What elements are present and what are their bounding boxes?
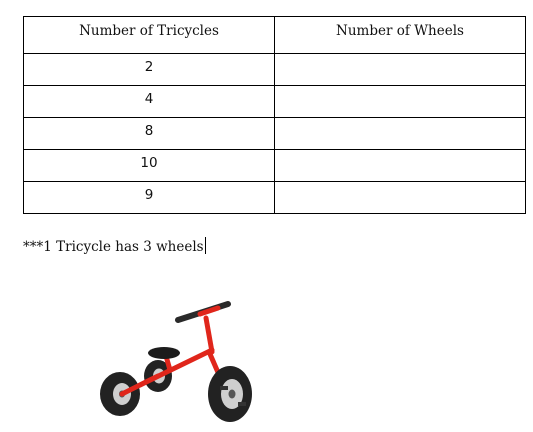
wheels-cell[interactable] <box>275 86 526 118</box>
steering-post <box>206 318 212 352</box>
tricycles-cell: 2 <box>24 54 275 86</box>
seat <box>148 347 180 359</box>
pedal <box>238 402 246 406</box>
tricycles-cell: 4 <box>24 86 275 118</box>
table-row <box>24 150 526 182</box>
table-row <box>24 86 526 118</box>
tricycles-cell: 10 <box>24 150 275 182</box>
tricycles-cell: 8 <box>24 118 275 150</box>
table-header-row <box>24 17 526 54</box>
handlebar-bar <box>200 308 218 314</box>
header-number-of-wheels: Number of Wheels <box>275 17 526 54</box>
hub <box>229 390 236 399</box>
tricycle-image <box>92 290 272 426</box>
pedal <box>220 386 228 390</box>
wheels-cell[interactable] <box>275 118 526 150</box>
tricycles-cell: 9 <box>24 182 275 214</box>
table-row <box>24 54 526 86</box>
tricycle-wheels-note[interactable] <box>23 237 206 255</box>
tricycle-wheel-table <box>23 16 526 214</box>
handlebar <box>178 304 228 320</box>
front-wheel <box>208 366 252 422</box>
text-cursor <box>205 237 206 254</box>
table-row <box>24 118 526 150</box>
table-row <box>24 182 526 214</box>
wheels-cell[interactable] <box>275 54 526 86</box>
wheels-cell[interactable] <box>275 182 526 214</box>
wheels-cell[interactable] <box>275 150 526 182</box>
note-text: ***1 Tricycle has 3 wheels <box>23 239 204 255</box>
header-number-of-tricycles: Number of Tricycles <box>24 17 275 54</box>
